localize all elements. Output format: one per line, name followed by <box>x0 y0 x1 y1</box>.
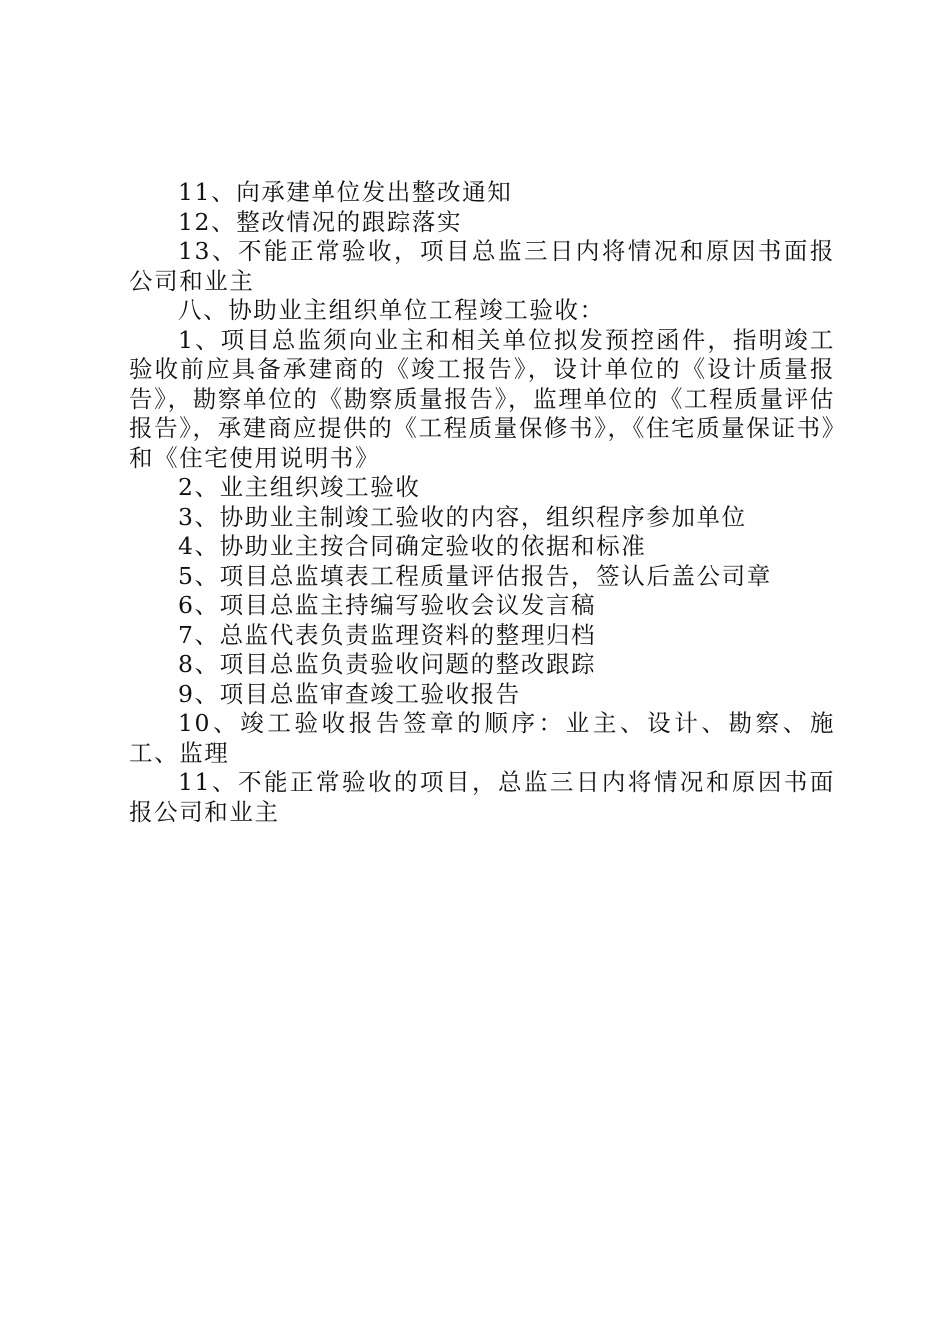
paragraph-item-3: 3、协助业主制竣工验收的内容，组织程序参加单位 <box>178 502 747 531</box>
paragraph-item-10-signing-order: 10、竣工验收报告签章的顺序：业主、设计、勘察、施工、监理 <box>129 709 835 767</box>
paragraph-item-9: 9、项目总监审查竣工验收报告 <box>178 679 521 708</box>
paragraph-item-11-abnormal-project: 11、不能正常验收的项目，总监三日内将情况和原因书面报公司和业主 <box>129 768 835 826</box>
paragraph-item-6: 6、项目总监主持编写验收会议发言稿 <box>178 591 597 619</box>
paragraph-item-11-rectification-notice: 11、向承建单位发出整改通知 <box>178 178 513 206</box>
paragraph-item-8: 8、项目总监负责验收问题的整改跟踪 <box>178 650 597 678</box>
paragraph-item-13-abnormal-acceptance: 13、不能正常验收，项目总监三日内将情况和原因书面报公司和业主 <box>129 237 835 295</box>
paragraph-item-5: 5、项目总监填表工程质量评估报告，签认后盖公司章 <box>178 561 772 590</box>
paragraph-item-7: 7、总监代表负责监理资料的整理归档 <box>178 620 597 649</box>
paragraph-item-2: 2、业主组织竣工验收 <box>178 473 421 501</box>
section-heading-eight: 八、协助业主组织单位工程竣工验收： <box>178 296 605 324</box>
document-body <box>129 178 835 827</box>
paragraph-item-4: 4、协助业主按合同确定验收的依据和标准 <box>178 532 647 560</box>
paragraph-item-1-precontrol-letter: 1、项目总监须向业主和相关单位拟发预控函件，指明竣工验收前应具备承建商的《竣工报告》，设计单位的《设计质量报告》，勘察单位的《勘察质量报告》，监理单位的《工程质量评估报告》，承建商应提供的《工程质量保修书》，《住宅质量保证书》和《住宅使用说明书》 <box>129 325 835 472</box>
paragraph-item-12-rectification-tracking: 12、整改情况的跟踪落实 <box>178 207 463 236</box>
